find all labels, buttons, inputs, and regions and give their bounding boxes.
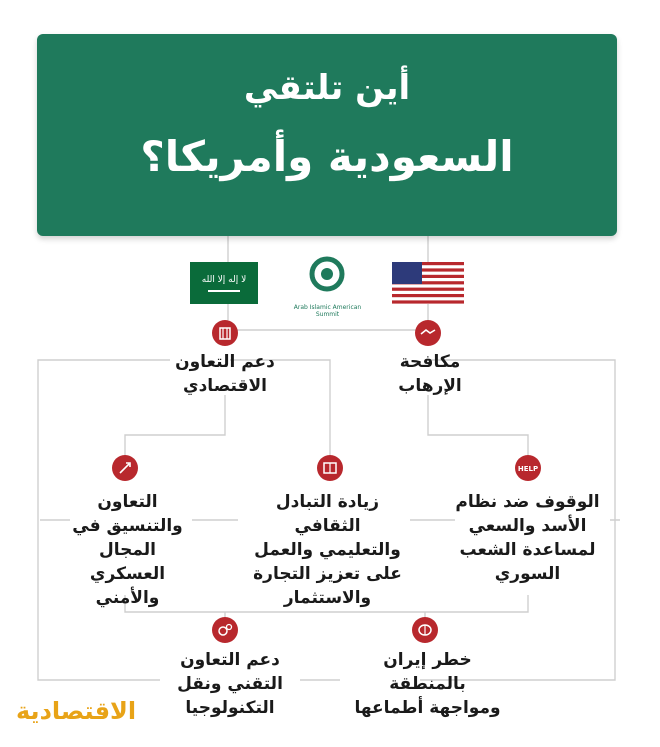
item-syria-line: لمساعدة الشعب bbox=[459, 540, 596, 560]
title-line-2: السعودية وأمريكا؟ bbox=[140, 132, 514, 181]
usa-flag-icon bbox=[392, 262, 464, 304]
item-economic bbox=[150, 350, 300, 398]
item-terrorism bbox=[360, 350, 500, 398]
svg-text:لا إله إلا الله: لا إله إلا الله bbox=[201, 275, 247, 285]
item-syria-line: الأسد والسعي bbox=[468, 516, 587, 536]
item-cultural-line: والتعليمي والعمل bbox=[254, 540, 401, 560]
brand-logo: الاقتصادية bbox=[16, 697, 137, 725]
item-terrorism-line: مكافحة bbox=[399, 352, 461, 372]
item-tech-line: التكنولوجيا bbox=[185, 698, 275, 718]
summit-logo-caption: Arab Islamic American Summit bbox=[293, 304, 362, 318]
item-military-line: والتنسيق في bbox=[72, 516, 183, 536]
handshake-icon bbox=[415, 320, 441, 346]
item-military bbox=[60, 490, 195, 610]
item-iran-line: ومواجهة أطماعها bbox=[354, 698, 501, 718]
item-iran-line: بالمنطقة bbox=[389, 674, 466, 694]
help-icon bbox=[515, 455, 541, 481]
item-cultural-line: على تعزيز التجارة bbox=[253, 564, 402, 584]
item-iran-line: خطر إيران bbox=[383, 650, 472, 670]
item-cultural-line: والاستثمار bbox=[283, 588, 372, 608]
gears-icon bbox=[212, 617, 238, 643]
brain-icon bbox=[412, 617, 438, 643]
saudi-flag-icon bbox=[190, 262, 258, 304]
svg-text:HELP: HELP bbox=[517, 465, 539, 473]
item-tech-line: التقني ونقل bbox=[177, 674, 283, 694]
item-military-line: المجال العسكري bbox=[89, 540, 166, 584]
item-syria-line: السوري bbox=[494, 564, 561, 584]
item-tech-line: دعم التعاون bbox=[180, 650, 280, 670]
item-syria-line: الوقوف ضد نظام bbox=[455, 492, 600, 512]
item-tech bbox=[160, 648, 300, 720]
rocket-icon bbox=[112, 455, 138, 481]
item-syria bbox=[455, 490, 600, 586]
building-icon bbox=[212, 320, 238, 346]
item-military-line: التعاون bbox=[97, 492, 158, 512]
item-economic-line: دعم التعاون bbox=[175, 352, 275, 372]
book-icon bbox=[317, 455, 343, 481]
item-cultural-line: زيادة التبادل الثقافي bbox=[275, 492, 380, 536]
header-banner bbox=[37, 34, 617, 236]
summit-emblem-icon bbox=[290, 252, 365, 300]
item-cultural bbox=[240, 490, 415, 610]
title-line-1: أين تلتقي bbox=[243, 68, 411, 108]
summit-logo bbox=[290, 252, 365, 322]
item-economic-line: الاقتصادي bbox=[183, 376, 267, 396]
item-terrorism-line: الإرهاب bbox=[398, 376, 462, 396]
item-iran bbox=[345, 648, 510, 720]
item-military-line: والأمني bbox=[95, 588, 160, 608]
